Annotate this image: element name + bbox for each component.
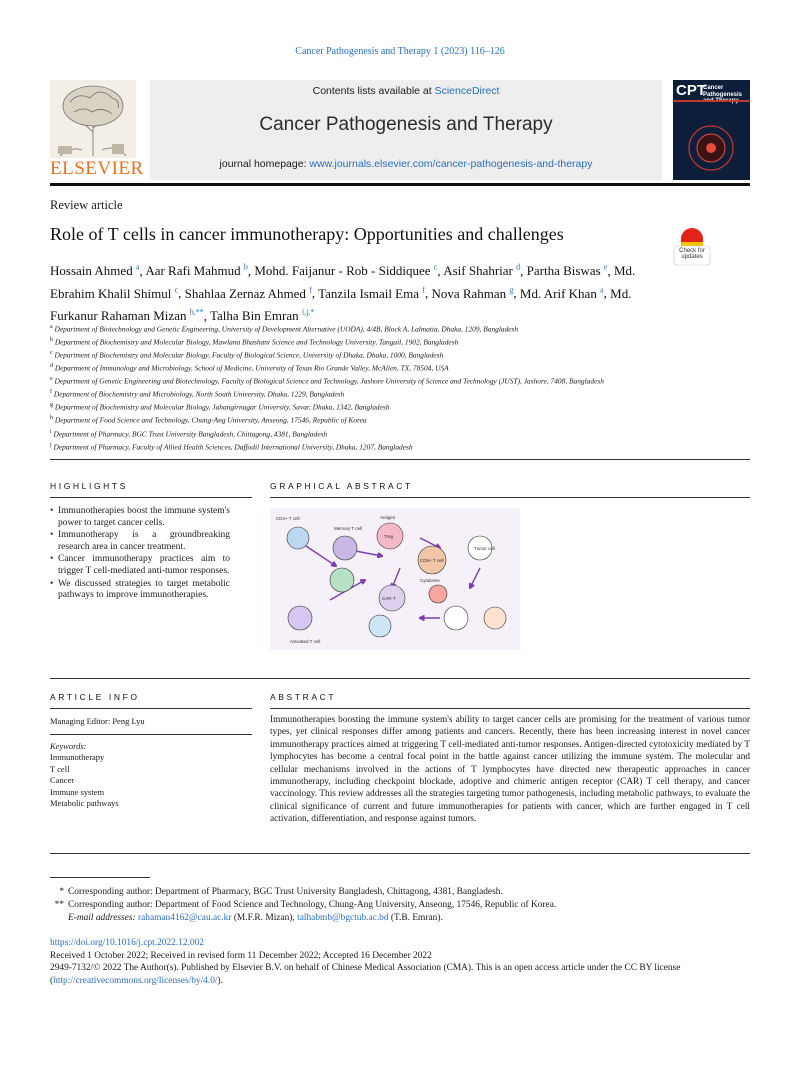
affiliation-key: e [50, 376, 53, 383]
affiliation-text: Department of Immunology and Microbiology, School of Medicine, University of Texas Rio Grande Valley, McAllen, TX, 78504, USA [54, 363, 449, 373]
highlights-rule [50, 497, 252, 498]
sciencedirect-link[interactable]: ScienceDirect [434, 85, 500, 97]
affiliation-key: h [50, 415, 53, 422]
affiliation-key: c [50, 350, 53, 357]
author-name: Asif Shahriar [443, 263, 513, 279]
affiliation-text: Department of Genetic Engineering and Biotechnology, Faculty of Biological Science and Technology, Jashore University of Science and Technology (JUST), Jashore, 7408, Bangladesh [54, 376, 604, 386]
ga-label: CD8+ T cell [420, 558, 444, 563]
author-name: Partha Biswas [526, 263, 601, 279]
author-affiliation-mark[interactable]: b [243, 263, 248, 272]
affiliation-key: b [50, 337, 53, 344]
affiliation-text: Department of Biochemistry and Molecular Biology, Jahangirnagar University, Savar, Dhaka, 1342, Bangladesh [54, 402, 390, 412]
journal-title: Cancer Pathogenesis and Therapy [259, 114, 553, 135]
license-close: ). [217, 975, 223, 986]
corresponding-author-2-text: Corresponding author: Department of Food Science and Technology, Chung-Ang University, Anseong, 17546, Republic of Korea. [68, 900, 557, 910]
author[interactable] [210, 308, 314, 323]
divider-middle [50, 678, 750, 679]
license-link[interactable]: http://creativecommons.org/licenses/by/4.0/ [53, 975, 218, 986]
author-name: Md. Furkanur Rahaman Mizan [50, 285, 632, 323]
keyword: Immune system [50, 786, 105, 797]
check-for-updates-label: Check for updates [679, 248, 705, 261]
keyword: Immunotherapy [50, 752, 105, 763]
abstract-heading: ABSTRACT [270, 692, 337, 702]
article-metadata [50, 937, 750, 987]
article-type: Review article [50, 198, 123, 212]
journal-banner [150, 80, 662, 180]
affiliation-key: a [50, 324, 53, 330]
journal-cover[interactable] [673, 80, 750, 180]
ga-label: Tumor cell [474, 546, 495, 551]
graphical-abstract-figure[interactable] [270, 508, 520, 650]
author-name: Hossain Ahmed [50, 263, 133, 279]
ga-label: Cytokines [420, 578, 440, 583]
author-affiliation-mark[interactable]: f [309, 285, 312, 295]
affiliation-item [50, 348, 750, 361]
affiliation-text: Department of Pharmacy, Faculty of Allied Health Sciences, Daffodil International University, Dhaka, 1207, Bangladesh [53, 442, 413, 452]
author-affiliation-mark[interactable]: c [433, 263, 438, 272]
corresponding-author-2 [50, 899, 750, 912]
author-affiliation-mark[interactable]: d [516, 263, 521, 272]
affiliation-key: d [50, 363, 53, 370]
article-info-rule [50, 708, 252, 709]
article-title: Role of T cells in cancer immunotherapy: Opportunities and challenges [50, 224, 564, 244]
author[interactable] [254, 263, 437, 278]
author-name: Nova Rahman [431, 285, 507, 301]
author-affiliation-mark[interactable]: e [603, 263, 608, 272]
cover-abbrev: CPT [676, 82, 706, 99]
ga-label: Antigen [380, 515, 396, 520]
affiliation-item [50, 361, 750, 374]
author-affiliation-mark[interactable]: f [422, 285, 425, 295]
managing-editor: Managing Editor: Peng Lyu [50, 716, 145, 726]
article-info-heading: ARTICLE INFO [50, 692, 140, 702]
author[interactable] [318, 286, 425, 301]
author-list: Hossain Ahmed $^a$, Aar Rafi Mahmud $^b$, Mohd. Faijanur - Rob - Siddiquee $^c$, Asif Shahriar $^d$, Partha Biswas $^e$, Md. Ebrahim Khalil Shimul $^c$, Shahlaa Zernaz Ahmed $^f$, Tanzila Ismail Ema $^f$, Nova Rahman $^g$, Md. Arif Khan $^a$, Md. Furkanur Rahaman Mizan $^{h,**}$, Talha Bin Emran $^{i,j,*}$ [50, 263, 636, 323]
author-name: Tanzila Ismail Ema [318, 285, 420, 301]
author-name: Md. Ebrahim Khalil Shimul [50, 263, 636, 301]
author[interactable] [431, 286, 513, 301]
keyword: T cell [50, 763, 70, 774]
highlight-item: • Immunotherapies boost the immune system's power to target cancer cells. [50, 506, 230, 529]
highlights-heading: HIGHLIGHTS [50, 481, 128, 491]
doi-link[interactable]: https://doi.org/10.1016/j.cpt.2022.12.002 [50, 938, 204, 948]
journal-homepage-link[interactable]: www.journals.elsevier.com/cancer-pathogenesis-and-therapy [309, 158, 593, 170]
ga-label: Memory T cell [334, 526, 363, 531]
journal-header [50, 80, 750, 186]
author[interactable] [527, 263, 608, 278]
author[interactable] [50, 263, 140, 278]
affiliation-text: Department of Biochemistry and Molecular Biology, Mawlana Bhashani Science and Technology University, Tangail, 1902, Bangladesh [54, 337, 459, 347]
highlight-item: • Immunotherapy is a groundbreaking research area in cancer treatment. [50, 530, 230, 553]
footnotes [50, 886, 750, 925]
affiliation-key: i [50, 428, 52, 435]
affiliation-item [50, 427, 750, 440]
email-label: E-mail addresses: [68, 913, 136, 923]
highlight-item: • Cancer immunotherapy practices aim to trigger T cell-mediated anti-tumor responses. [50, 554, 230, 577]
cover-title: Cancer Pathogenesis [703, 85, 743, 98]
footnote-mark: ** [54, 900, 64, 910]
homepage-prefix: journal homepage: [219, 158, 310, 170]
keywords-label: Keywords: [50, 741, 87, 751]
author-name: Shahlaa Zernaz Ahmed [184, 285, 306, 301]
homepage-line [150, 158, 662, 170]
email-link-mizan[interactable]: rahaman4162@cau.ac.kr [137, 913, 232, 923]
keyword: Metabolic pathways [50, 798, 119, 809]
affiliation-key: g [50, 402, 53, 409]
header-rule [50, 183, 750, 186]
graphical-abstract-rule [270, 497, 750, 498]
contents-prefix: Contents lists available at [312, 85, 435, 97]
author-affiliation-mark[interactable]: i,j,* [301, 307, 315, 317]
license-open: ( [50, 975, 54, 986]
ga-label: CAR-T [382, 596, 396, 601]
author[interactable] [185, 286, 312, 301]
footnote-mark: * [59, 887, 64, 897]
graphical-abstract-heading: GRAPHICAL ABSTRACT [270, 481, 413, 491]
footnote-rule [50, 877, 150, 878]
contents-line [150, 85, 662, 97]
divider-bottom [50, 853, 750, 854]
elsevier-tree-icon [50, 80, 136, 158]
keyword: Cancer [50, 775, 75, 786]
journal-reference-link[interactable]: Cancer Pathogenesis and Therapy 1 (2023) 116–126 [295, 46, 505, 57]
affiliation-item [50, 440, 750, 453]
author-name: Aar Rafi Mahmud [145, 263, 241, 279]
corresponding-author-1-text: Corresponding author: Department of Pharmacy, BGC Trust University Bangladesh, Chittagong, 4381, Bangladesh. [68, 887, 503, 897]
keywords-block [50, 741, 250, 809]
article-info-subrule [50, 734, 252, 735]
author[interactable] [520, 286, 604, 301]
author-name: Talha Bin Emran [209, 307, 299, 323]
affiliation-item [50, 335, 750, 348]
author-affiliation-mark[interactable]: a [600, 285, 604, 295]
author-affiliation-mark[interactable]: g [509, 285, 514, 295]
highlight-item: • We discussed strategies to target metabolic pathways to improve immunotherapies. [50, 579, 230, 602]
affiliation-text: Department of Biochemistry and Microbiology, North South University, Dhaka, 1229, Bangladesh [53, 389, 345, 399]
elsevier-wordmark: ELSEVIER [50, 158, 144, 179]
license-url-line [50, 975, 750, 988]
abstract-text: Immunotherapies boosting the immune system's ability to target cancer cells are promising for the treatment of various tumor types, yet clinical responses differ among patients and cancers. Recently, there has been increasing interest in novel cancer immunotherapy practices aimed at triggering T cell-mediated anti-tumor responses. Antigen-directed cytotoxicity mediated by T lymphocytes has become a central focal point in the battle against cancer utilizing the immune system. The molecular and cellular mechanisms involved in the actions of T lymphocytes have directed new therapeutic approaches in cancer immunotherapy, including checkpoint blockade, adoptive and chimeric antigen receptor (CAR) T cell therapy, and cancer vaccinology. This review addresses all the strategies targeting tumor pathogenesis, including metabolic pathways, to evaluate the clinical significance of current and future immunotherapies for patients with cancer, which are further engaged in T cell activation, differentiation, and response against tumors. [270, 715, 750, 825]
affiliation-text: Department of Biotechnology and Genetic Engineering, University of Development Alternative (UODA), 4/4B, Block A, Lalmatia, Dhaka, 1209, Bangladesh [54, 324, 519, 334]
author-name: Mohd. Faijanur - Rob - Siddiquee [254, 263, 431, 279]
abstract-rule [270, 708, 750, 709]
divider-top [50, 459, 750, 460]
corresponding-author-1 [50, 886, 750, 899]
graphical-abstract-diagram [270, 508, 520, 650]
affiliation-key: f [50, 389, 52, 396]
affiliation-list [50, 322, 750, 453]
highlights-list [50, 506, 230, 603]
author-affiliation-mark[interactable]: a [135, 263, 140, 272]
email-link-emran[interactable]: talhabmb@bgctub.ac.bd [297, 913, 389, 923]
article-dates: Received 1 October 2022; Received in revised form 11 December 2022; Accepted 16 December 2022 [50, 950, 432, 961]
author-affiliation-mark[interactable]: h,** [189, 307, 204, 317]
license-statement: 2949-7132/© 2022 The Author(s). Published by Elsevier B.V. on behalf of Chinese Medical Association (CMA). This is an open access article under the CC BY license [50, 963, 681, 974]
author[interactable] [145, 263, 248, 278]
email-line [50, 912, 750, 925]
author-affiliation-mark[interactable]: c [174, 285, 179, 295]
ga-label: Activated T cell [290, 639, 321, 644]
affiliation-text: Department of Pharmacy, BGC Trust University Bangladesh, Chittagong, 4381, Bangladesh [53, 428, 328, 438]
email-name-mizan: (M.F.R. Mizan), [231, 913, 298, 923]
affiliation-text: Department of Biochemistry and Molecular Biology, Faculty of Biological Science, University of Dhaka, Dhaka, 1000, Bangladesh [54, 350, 444, 360]
email-name-emran: (T.B. Emran). [388, 913, 443, 923]
affiliation-item [50, 400, 750, 413]
affiliation-item [50, 387, 750, 400]
author[interactable] [443, 263, 520, 278]
affiliation-item [50, 374, 750, 387]
ga-label: CD4+ T cell [276, 516, 300, 521]
affiliation-key: j [50, 441, 52, 448]
elsevier-logo [50, 80, 144, 180]
affiliation-item [50, 413, 750, 426]
affiliation-item [50, 322, 750, 335]
cover-art-icon [673, 80, 750, 180]
ga-label: Treg [384, 534, 394, 539]
affiliation-text: Department of Food Science and Technology, Chung-Ang University, Anseong, 17546, Republic of Korea [54, 415, 367, 425]
author-name: Md. Arif Khan [519, 285, 597, 301]
